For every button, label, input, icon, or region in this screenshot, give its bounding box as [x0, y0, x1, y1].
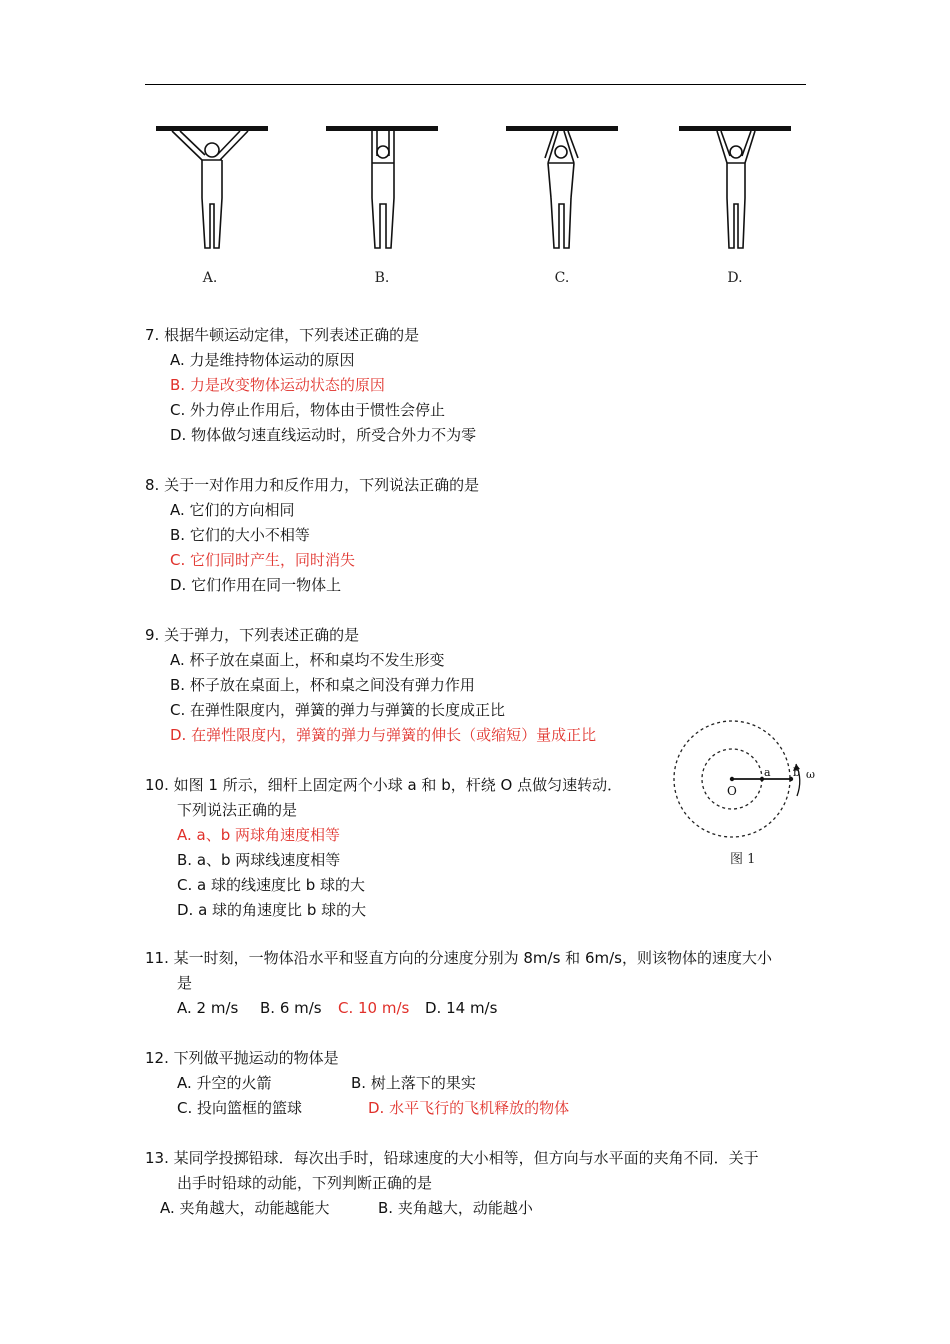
q9-option-d: D. 在弹性限度内，弹簧的弹力与弹簧的伸长（或缩短）量成正比 [170, 726, 597, 744]
q11-stem: 11. 某一时刻，一物体沿水平和竖直方向的分速度分别为 8m/s 和 6m/s，则该物体的速度大小 [145, 949, 772, 967]
center-o-label: O [727, 784, 737, 798]
figure-option-c [502, 118, 622, 298]
figure-d-drawing [675, 118, 795, 258]
q12-stem: 12. 下列做平抛运动的物体是 [145, 1049, 339, 1067]
ball-a-label: a [764, 766, 771, 779]
q7-option-b: B. 力是改变物体运动状态的原因 [170, 376, 385, 394]
q12-option-c: C. 投向篮框的篮球 [177, 1099, 303, 1117]
q7-stem: 7. 根据牛顿运动定律，下列表述正确的是 [145, 326, 420, 344]
figure-a-label: A. [202, 270, 218, 286]
figure-b-label: B. [374, 270, 390, 286]
q8-option-a: A. 它们的方向相同 [170, 501, 295, 519]
figure-c-label: C. [554, 270, 570, 286]
q10-option-a: A. a、b 两球角速度相等 [177, 826, 341, 844]
q9-option-a: A. 杯子放在桌面上，杯和桌均不发生形变 [170, 651, 445, 669]
q12-option-b: B. 树上落下的果实 [351, 1074, 476, 1092]
q8-option-b: B. 它们的大小不相等 [170, 526, 310, 544]
q12-option-a: A. 升空的火箭 [177, 1074, 272, 1092]
q10-option-c: C. a 球的线速度比 b 球的大 [177, 876, 366, 894]
hanging-figures [150, 118, 800, 298]
figure-a-drawing [150, 118, 270, 258]
q8-option-c: C. 它们同时产生，同时消失 [170, 551, 356, 569]
q13-option-b: B. 夹角越大，动能越小 [378, 1199, 533, 1217]
header-rule [145, 84, 806, 85]
q9-stem: 9. 关于弹力，下列表述正确的是 [145, 626, 360, 644]
q9-option-b: B. 杯子放在桌面上，杯和桌之间没有弹力作用 [170, 676, 475, 694]
q7-option-a: A. 力是维持物体运动的原因 [170, 351, 355, 369]
q10-stem: 10. 如图 1 所示，细杆上固定两个小球 a 和 b，杆绕 O 点做匀速转动． [145, 776, 623, 794]
figure-b-drawing [322, 118, 442, 258]
q11-option-a: A. 2 m/s [177, 999, 239, 1017]
q10-stem-cont: 下列说法正确的是 [177, 801, 298, 819]
figure-option-d [675, 118, 795, 298]
q13-stem-cont: 出手时铅球的动能，下列判断正确的是 [177, 1174, 433, 1192]
omega-label: ω [806, 768, 815, 781]
q11-stem-cont: 是 [177, 974, 193, 992]
figure-option-b [322, 118, 442, 298]
q12-option-d: D. 水平飞行的飞机释放的物体 [368, 1099, 570, 1117]
q7-option-c: C. 外力停止作用后，物体由于惯性会停止 [170, 401, 446, 419]
q10-option-d: D. a 球的角速度比 b 球的大 [177, 901, 367, 919]
q7-option-d: D. 物体做匀速直线运动时，所受合外力不为零 [170, 426, 477, 444]
ball-b-label: b [793, 766, 801, 779]
q10-option-b: B. a、b 两球线速度相等 [177, 851, 341, 869]
diagram-caption: 图 1 [730, 852, 756, 867]
q13-option-a: A. 夹角越大，动能越能大 [160, 1199, 330, 1217]
q11-option-d: D. 14 m/s [425, 999, 498, 1017]
figure-c-drawing [502, 118, 622, 258]
q11-option-c: C. 10 m/s [338, 999, 410, 1017]
q11-option-b: B. 6 m/s [260, 999, 322, 1017]
q8-option-d: D. 它们作用在同一物体上 [170, 576, 342, 594]
figure-option-a [150, 118, 270, 298]
figure-d-label: D. [727, 270, 743, 286]
q8-stem: 8. 关于一对作用力和反作用力，下列说法正确的是 [145, 476, 480, 494]
q9-option-c: C. 在弹性限度内，弹簧的弹力与弹簧的长度成正比 [170, 701, 506, 719]
q13-stem: 13. 某同学投掷铅球．每次出手时，铅球速度的大小相等，但方向与水平面的夹角不同．关于 [145, 1149, 759, 1167]
